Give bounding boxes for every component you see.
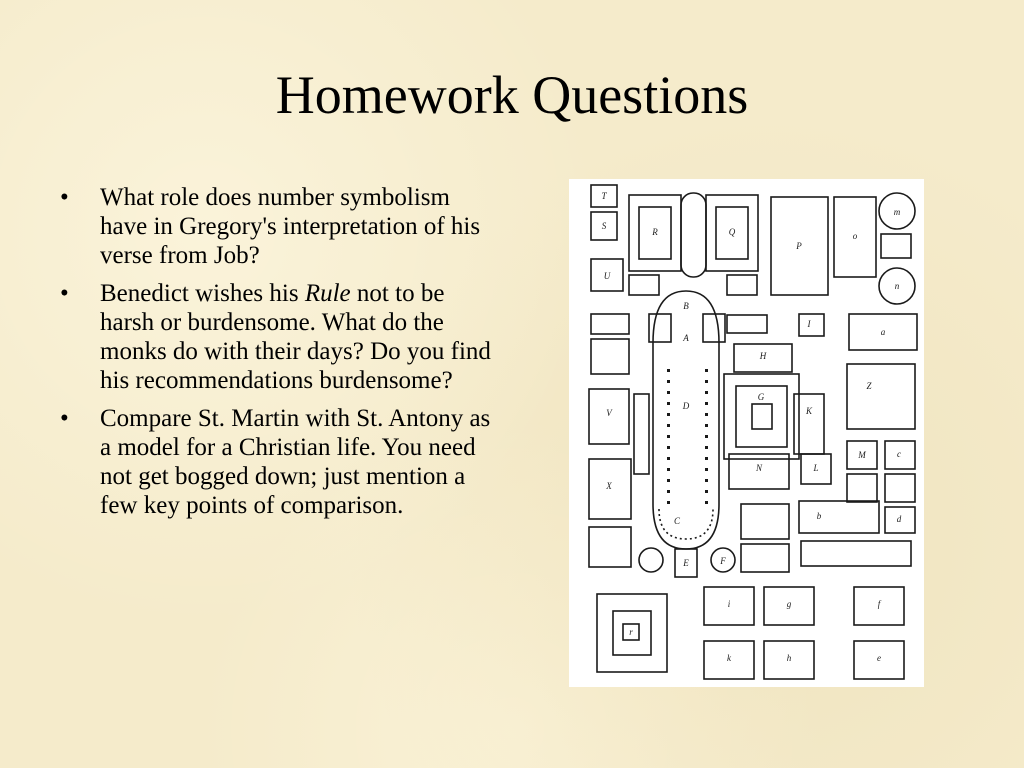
nave-column <box>705 380 708 383</box>
room-letter: b <box>816 511 822 521</box>
nave-column <box>705 501 708 504</box>
nave-column <box>667 501 670 504</box>
room-letter: o <box>852 231 858 241</box>
room-letter: r <box>629 627 633 637</box>
nave-column <box>705 391 708 394</box>
room-letter: Z <box>866 381 872 391</box>
bullet-icon: • <box>60 405 69 432</box>
room-letter: g <box>786 599 792 609</box>
nave-column <box>705 424 708 427</box>
nave-column <box>705 402 708 405</box>
room-letter: V <box>606 408 612 418</box>
bullet-icon: • <box>60 184 69 211</box>
nave-column <box>667 402 670 405</box>
rule-emphasis: Rule <box>304 280 351 307</box>
nave-column <box>667 446 670 449</box>
question-list <box>60 183 500 529</box>
question-item <box>60 183 500 270</box>
slide-title: Homework Questions <box>275 65 749 125</box>
room-letter: M <box>858 450 866 460</box>
question-text: Compare St. Martin with St. Antony as a model for a Christian life. You need not get bogged down; just mention a few key points of comparison. <box>100 405 491 519</box>
question-text-end: not to be harsh or burdensome. What do the monks do with their days? Do you find his recommendations burdensome? <box>100 280 491 394</box>
room-letter: U <box>603 271 611 281</box>
monastery-floor-plan <box>569 179 924 687</box>
nave-column <box>705 490 708 493</box>
question-text: What role does number symbolism have in Gregory's interpretation of his verse from Job? <box>100 184 481 269</box>
room-letter: h <box>786 653 792 663</box>
room-letter: N <box>755 463 763 473</box>
nave-column <box>667 457 670 460</box>
room-letter: T <box>601 191 607 201</box>
room-letter: P <box>796 241 802 251</box>
room-letter: Q <box>728 227 736 237</box>
room-letter: c <box>897 449 901 459</box>
nave-column <box>667 424 670 427</box>
room-letter: e <box>877 653 881 663</box>
floor-plan-drawing <box>569 179 924 687</box>
nave-column <box>705 457 708 460</box>
room-letter: S <box>601 221 607 231</box>
nave-column <box>667 435 670 438</box>
question-item <box>60 279 500 395</box>
nave-column <box>705 468 708 471</box>
room-letter: C <box>673 516 681 526</box>
nave-column <box>667 369 670 372</box>
room-letter: m <box>893 207 901 217</box>
room-letter: n <box>894 281 900 291</box>
nave-column <box>705 435 708 438</box>
room-letter: k <box>727 653 731 663</box>
room-letter: d <box>896 514 902 524</box>
nave-column <box>667 380 670 383</box>
room-letter: i <box>727 599 731 609</box>
room-letter: I <box>807 319 811 329</box>
room-letter: A <box>683 333 689 343</box>
nave-column <box>705 369 708 372</box>
nave-column <box>667 413 670 416</box>
room-letter: X <box>606 481 612 491</box>
room-letter: F <box>720 556 726 566</box>
nave-column <box>705 446 708 449</box>
room-letter: B <box>683 301 689 311</box>
room-letter: E <box>683 558 689 568</box>
room-letter: K <box>805 406 813 416</box>
room-letter: L <box>813 463 819 473</box>
nave-column <box>667 391 670 394</box>
room-letter: R <box>652 227 658 237</box>
room-letter: D <box>682 401 690 411</box>
nave-column <box>705 479 708 482</box>
bullet-icon: • <box>60 280 69 307</box>
nave-column <box>667 490 670 493</box>
question-item <box>60 404 500 520</box>
room-letter: H <box>759 351 767 361</box>
question-text-start: Benedict wishes his <box>100 280 305 307</box>
room-letter: G <box>757 392 765 402</box>
room-letter: f <box>877 599 881 609</box>
nave-column <box>667 479 670 482</box>
nave-column <box>667 468 670 471</box>
nave-column <box>705 413 708 416</box>
room-letter: a <box>880 327 886 337</box>
